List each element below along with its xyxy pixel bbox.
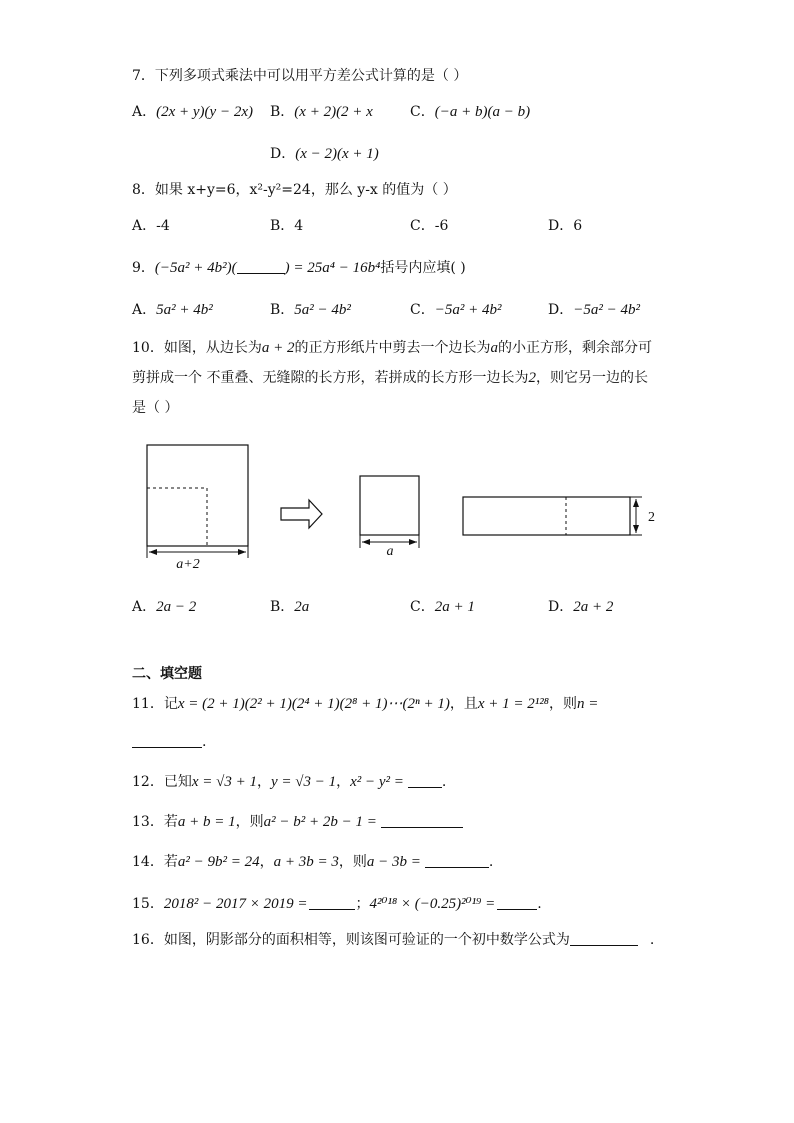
q10-option-d: D．2a + 2 <box>548 599 614 615</box>
q9-option-b: B．5a² − 4b² <box>270 302 351 318</box>
q10-option-a: A．2a − 2 <box>132 599 197 615</box>
q13-answer-blank[interactable] <box>381 813 463 828</box>
rect-arrowhead-down-icon <box>633 525 639 533</box>
q10-option-c: C．2a + 1 <box>410 599 475 615</box>
q14-stem: 14．若a² − 9b² = 24，a + 3b = 3，则a − 3b = . <box>132 854 494 870</box>
q7-option-c: C．(−a + b)(a − b) <box>410 104 531 120</box>
q10-stem-line2: 剪拼成一个 不重叠、无缝隙的长方形，若拼成的长方形一边长为2，则它另一边的长 <box>132 370 648 386</box>
q8-option-b: B．4 <box>270 218 304 234</box>
rect-arrowhead-up-icon <box>633 499 639 507</box>
q13-stem: 13．若a + b = 1，则a² − b² + 2b − 1 = <box>132 812 463 832</box>
q11-answer-blank[interactable] <box>132 733 202 748</box>
q7-option-a: A．(2x + y)(y − 2x) <box>132 104 253 120</box>
small-arrowhead-left-icon <box>362 539 370 545</box>
result-rectangle <box>463 497 630 535</box>
q12-stem: 12．已知x = √3 + 1，y = √3 − 1，x² − y² = . <box>132 774 447 790</box>
small-square <box>360 476 419 535</box>
q7-stem: 7．下列多项式乘法中可以用平方差公式计算的是（ ） <box>132 68 468 84</box>
q16-answer-blank[interactable] <box>570 931 638 946</box>
small-arrowhead-right-icon <box>409 539 417 545</box>
q9-stem: 9．(−5a² + 4b²)( ) = 25a⁴ − 16b⁴括号内应填( ) <box>132 260 466 276</box>
arrowhead-right-icon <box>238 549 246 555</box>
q8-stem: 8．如果 x+y=6，x²-y²=24，那么 y-x 的值为（ ） <box>132 182 457 198</box>
arrowhead-left-icon <box>149 549 157 555</box>
q12-answer-blank[interactable] <box>408 773 442 788</box>
cut-line-dashed <box>147 488 207 546</box>
label-2: 2 <box>648 510 655 525</box>
q8-option-d: D．6 <box>548 218 583 234</box>
q10-stem-line1: 10．如图，从边长为a + 2的正方形纸片中剪去一个边长为a的小正方形，剩余部分可 <box>132 340 652 356</box>
q15-answer-blank-2[interactable] <box>497 895 537 910</box>
q16-stem: 16．如图，阴影部分的面积相等，则该图可验证的一个初中数学公式为 . <box>132 932 655 948</box>
transform-arrow-icon <box>281 500 322 528</box>
q11-stem: 11．记x = (2 + 1)(2² + 1)(2⁴ + 1)(2⁸ + 1)⋯(2ⁿ + 1)，且x + 1 = 2¹²⁸，则n = <box>132 696 599 712</box>
q14-answer-blank[interactable] <box>425 853 489 868</box>
q10-option-b: B．2a <box>270 599 310 615</box>
q7-option-d: D．(x − 2)(x + 1) <box>270 146 379 162</box>
q9-option-a: A．5a² + 4b² <box>132 302 213 318</box>
label-a-plus-2: a+2 <box>176 557 200 572</box>
q8-option-c: C．-6 <box>410 218 449 234</box>
q9-option-c: C．−5a² + 4b² <box>410 302 502 318</box>
q15-answer-blank-1[interactable] <box>309 895 355 910</box>
q9-option-d: D．−5a² − 4b² <box>548 302 640 318</box>
q15-stem: 15．2018² − 2017 × 2019 = ；4²⁰¹⁸ × (−0.25)²⁰¹⁹ = . <box>132 896 542 912</box>
large-square <box>147 445 248 546</box>
q11-answer-line: . <box>132 732 206 752</box>
q7-option-b: B．(x + 2)(2 + x <box>270 104 373 120</box>
q10-stem-line3: 是（ ） <box>132 400 179 416</box>
q8-option-a: A．-4 <box>132 218 170 234</box>
section-heading-fill-in: 二、填空题 <box>132 666 202 682</box>
label-a: a <box>386 544 394 559</box>
